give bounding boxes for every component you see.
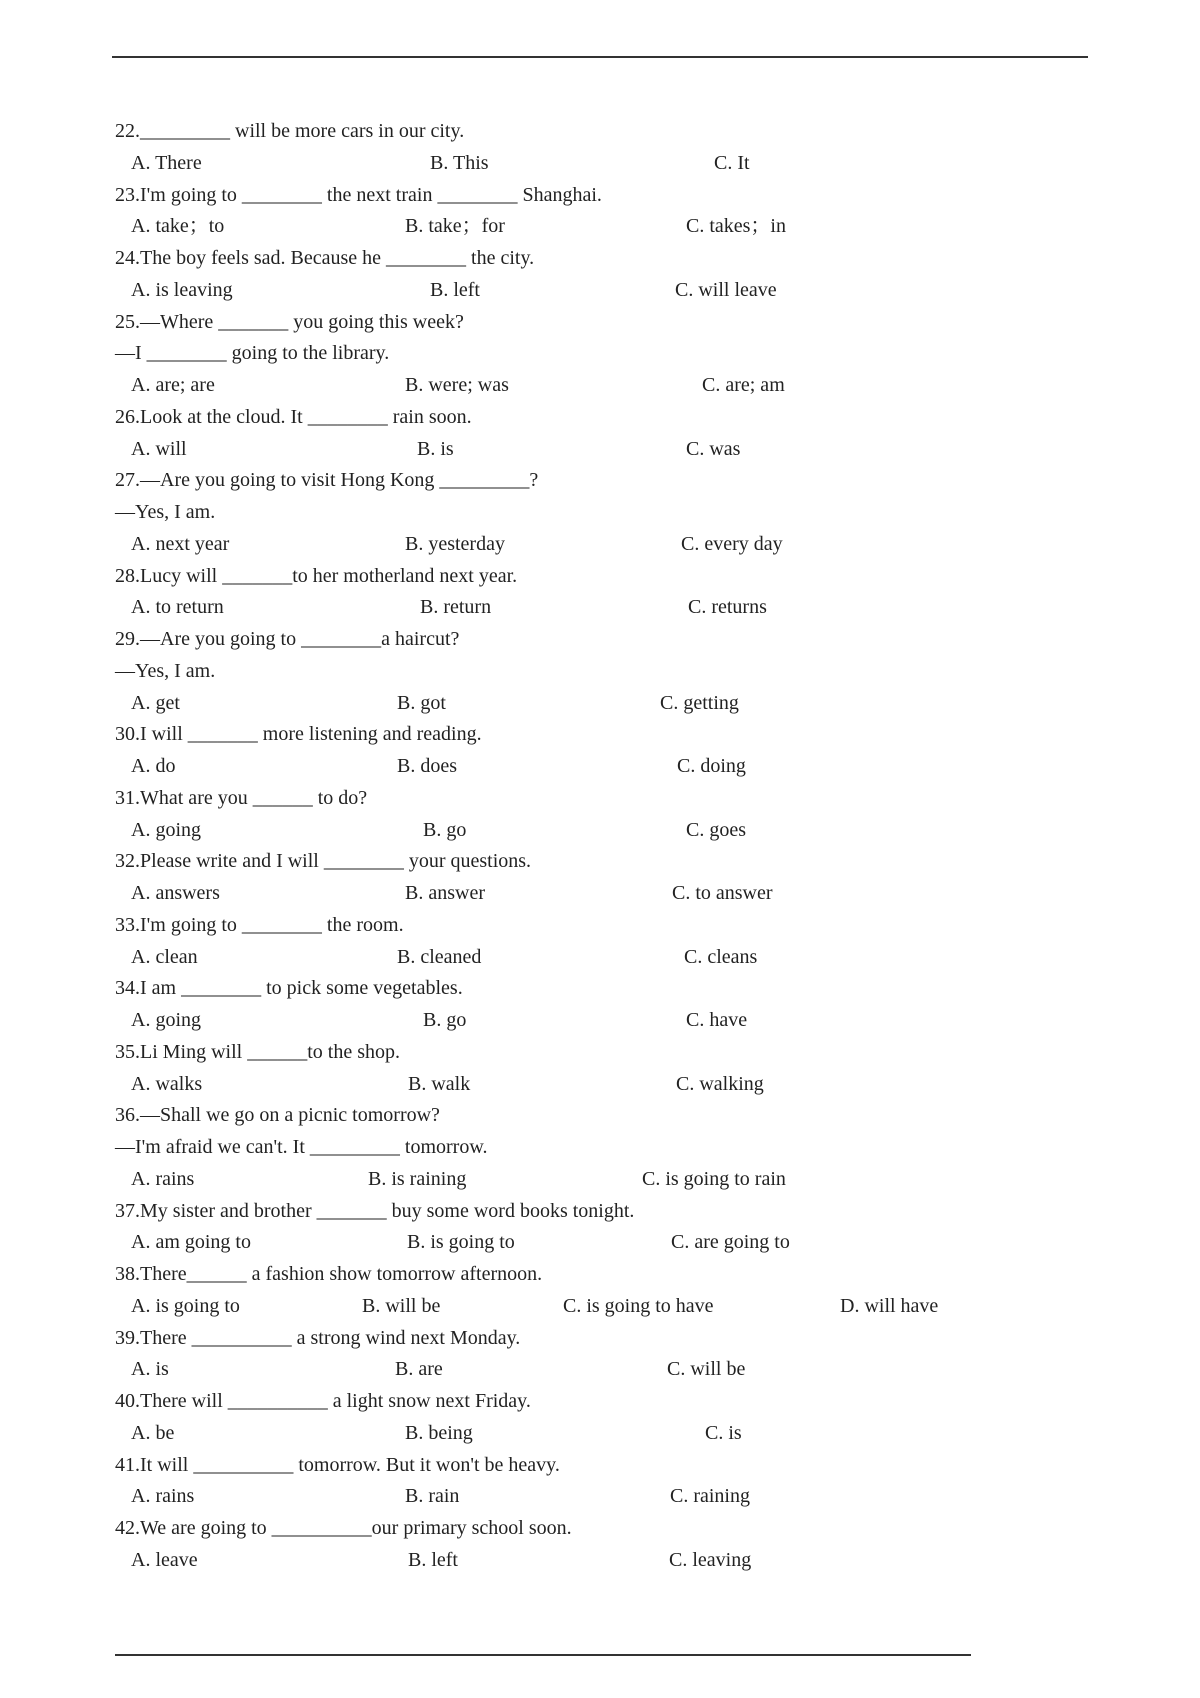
question-item	[0, 180, 1200, 244]
question-stem: 29.—Are you going to ________a haircut?	[115, 628, 460, 650]
option-c: C. will leave	[675, 278, 777, 301]
answer-options	[0, 370, 1200, 402]
option-c: C. walking	[676, 1072, 764, 1095]
question-item	[0, 402, 1200, 466]
option-c: C. cleans	[684, 945, 758, 968]
question-item	[0, 243, 1200, 307]
question-stem: 41.It will __________ tomorrow. But it won't be heavy.	[115, 1453, 560, 1476]
answer-options	[0, 1005, 1200, 1037]
option-a: A. are; are	[131, 374, 215, 396]
question-item	[0, 719, 1200, 783]
option-c: C. It	[714, 151, 750, 174]
option-b: B. go	[423, 818, 467, 841]
option-c: C. goes	[686, 818, 746, 841]
answer-options	[0, 1354, 1200, 1386]
question-item	[0, 1323, 1200, 1387]
question-stem: 23.I'm going to ________ the next train ________ Shanghai.	[115, 183, 602, 206]
option-b: B. is raining	[368, 1167, 467, 1190]
answer-options	[0, 1545, 1200, 1577]
question-stem: 34.I am ________ to pick some vegetables.	[115, 977, 463, 1000]
option-a: A. get	[131, 691, 180, 714]
answer-options	[0, 1069, 1200, 1101]
option-b: B. answer	[405, 882, 485, 904]
option-b: B. This	[430, 151, 489, 174]
option-b: B. were; was	[405, 374, 509, 396]
answer-options	[0, 1481, 1200, 1513]
question-stem: 42.We are going to __________our primary school soon.	[115, 1517, 572, 1539]
question-stem: 38.There______ a fashion show tomorrow afternoon.	[115, 1263, 543, 1285]
option-c: C. raining	[670, 1485, 750, 1508]
option-b: B. left	[430, 278, 480, 301]
option-b: B. are	[395, 1358, 443, 1381]
option-b: B. is going to	[407, 1231, 515, 1254]
option-a: A. clean	[131, 945, 198, 968]
question-item	[0, 1037, 1200, 1101]
dialogue-reply: —Yes, I am.	[115, 501, 216, 523]
answer-options	[0, 942, 1200, 974]
answer-options	[0, 148, 1200, 180]
option-a: A. rains	[131, 1167, 195, 1190]
option-c: C. leaving	[669, 1548, 752, 1571]
option-b: B. being	[405, 1421, 473, 1444]
option-a: A. walks	[131, 1072, 203, 1095]
option-b: B. got	[397, 691, 446, 714]
question-stem: 24.The boy feels sad. Because he ________ the city.	[115, 247, 535, 269]
question-item	[0, 1196, 1200, 1260]
option-b: B. take；for	[405, 215, 505, 238]
question-stem: 35.Li Ming will ______to the shop.	[115, 1040, 400, 1063]
question-stem: 37.My sister and brother _______ buy some word books tonight.	[115, 1199, 635, 1222]
answer-options	[0, 1164, 1200, 1196]
header-rule	[112, 56, 1088, 58]
option-a: A. am going to	[131, 1231, 251, 1254]
question-stem: 36.—Shall we go on a picnic tomorrow?	[115, 1104, 440, 1127]
answer-options	[0, 878, 1200, 910]
option-a: A. rains	[131, 1485, 195, 1508]
answer-options	[0, 815, 1200, 847]
option-a: A. to return	[131, 596, 224, 619]
option-c: C. have	[686, 1009, 748, 1031]
option-b: B. will be	[362, 1294, 441, 1317]
question-stem: 26.Look at the cloud. It ________ rain soon.	[115, 405, 472, 428]
footer-rule	[115, 1654, 971, 1656]
answer-options	[0, 592, 1200, 624]
option-b: B. is	[417, 437, 454, 460]
option-a: A. There	[131, 151, 202, 174]
answer-options	[0, 1418, 1200, 1450]
question-item	[0, 624, 1200, 719]
option-c: C. to answer	[672, 882, 773, 904]
option-c: C. is going to have	[563, 1294, 714, 1317]
question-item	[0, 1386, 1200, 1450]
option-b: B. rain	[405, 1485, 460, 1508]
option-c: C. returns	[688, 596, 767, 619]
question-item	[0, 307, 1200, 402]
question-stem: 25.—Where _______ you going this week?	[115, 310, 464, 333]
question-stem: 27.—Are you going to visit Hong Kong _________?	[115, 469, 539, 492]
option-a: A. is leaving	[131, 278, 233, 301]
option-a: A. will	[131, 437, 187, 460]
question-stem: 39.There __________ a strong wind next Monday.	[115, 1326, 521, 1349]
answer-options	[0, 434, 1200, 466]
option-a: A. take；to	[131, 215, 225, 238]
question-item	[0, 1259, 1200, 1323]
question-stem: 32.Please write and I will ________ your questions.	[115, 850, 532, 873]
question-item	[0, 116, 1200, 180]
option-a: A. going	[131, 1009, 201, 1031]
answer-options	[0, 1227, 1200, 1259]
option-b: B. does	[397, 755, 457, 777]
question-stem: 31.What are you ______ to do?	[115, 786, 368, 809]
option-c: C. getting	[660, 691, 739, 714]
option-a: A. be	[131, 1421, 175, 1444]
option-a: A. going	[131, 818, 201, 841]
question-item	[0, 1513, 1200, 1577]
dialogue-reply: —I'm afraid we can't. It _________ tomorrow.	[115, 1136, 488, 1158]
question-item	[0, 1450, 1200, 1514]
question-stem: 33.I'm going to ________ the room.	[115, 913, 404, 936]
question-stem: 22._________ will be more cars in our city.	[115, 120, 465, 142]
answer-options	[0, 751, 1200, 783]
option-b: B. go	[423, 1009, 467, 1031]
answer-options	[0, 1291, 1200, 1323]
question-stem: 28.Lucy will _______to her motherland next year.	[115, 564, 518, 587]
question-item	[0, 973, 1200, 1037]
question-item	[0, 561, 1200, 625]
option-c: C. doing	[677, 755, 746, 777]
option-b: B. left	[408, 1548, 458, 1571]
option-a: A. next year	[131, 532, 230, 555]
option-b: B. return	[420, 596, 492, 619]
option-a: A. do	[131, 755, 176, 777]
question-item	[0, 846, 1200, 910]
option-c: C. is	[705, 1421, 742, 1444]
option-c: C. takes；in	[686, 215, 786, 238]
option-c: C. are; am	[702, 374, 785, 396]
answer-options	[0, 529, 1200, 561]
option-b: B. yesterday	[405, 532, 505, 555]
question-stem: 30.I will _______ more listening and reading.	[115, 723, 482, 746]
option-d: D. will have	[840, 1294, 939, 1317]
option-b: B. walk	[408, 1072, 471, 1095]
option-b: B. cleaned	[397, 945, 482, 968]
option-c: C. every day	[681, 532, 783, 555]
option-c: C. will be	[667, 1358, 746, 1381]
option-c: C. are going to	[671, 1231, 790, 1254]
option-a: A. is going to	[131, 1294, 240, 1317]
question-item	[0, 465, 1200, 560]
option-a: A. leave	[131, 1548, 198, 1571]
answer-options	[0, 688, 1200, 720]
question-list	[0, 116, 1200, 1577]
question-item	[0, 1100, 1200, 1195]
dialogue-reply: —Yes, I am.	[115, 659, 216, 682]
option-c: C. was	[686, 437, 741, 460]
option-a: A. is	[131, 1358, 169, 1381]
question-stem: 40.There will __________ a light snow next Friday.	[115, 1390, 531, 1412]
dialogue-reply: —I ________ going to the library.	[115, 342, 390, 365]
answer-options	[0, 275, 1200, 307]
option-c: C. is going to rain	[642, 1167, 786, 1190]
option-a: A. answers	[131, 882, 220, 904]
question-item	[0, 910, 1200, 974]
answer-options	[0, 211, 1200, 243]
question-item	[0, 783, 1200, 847]
